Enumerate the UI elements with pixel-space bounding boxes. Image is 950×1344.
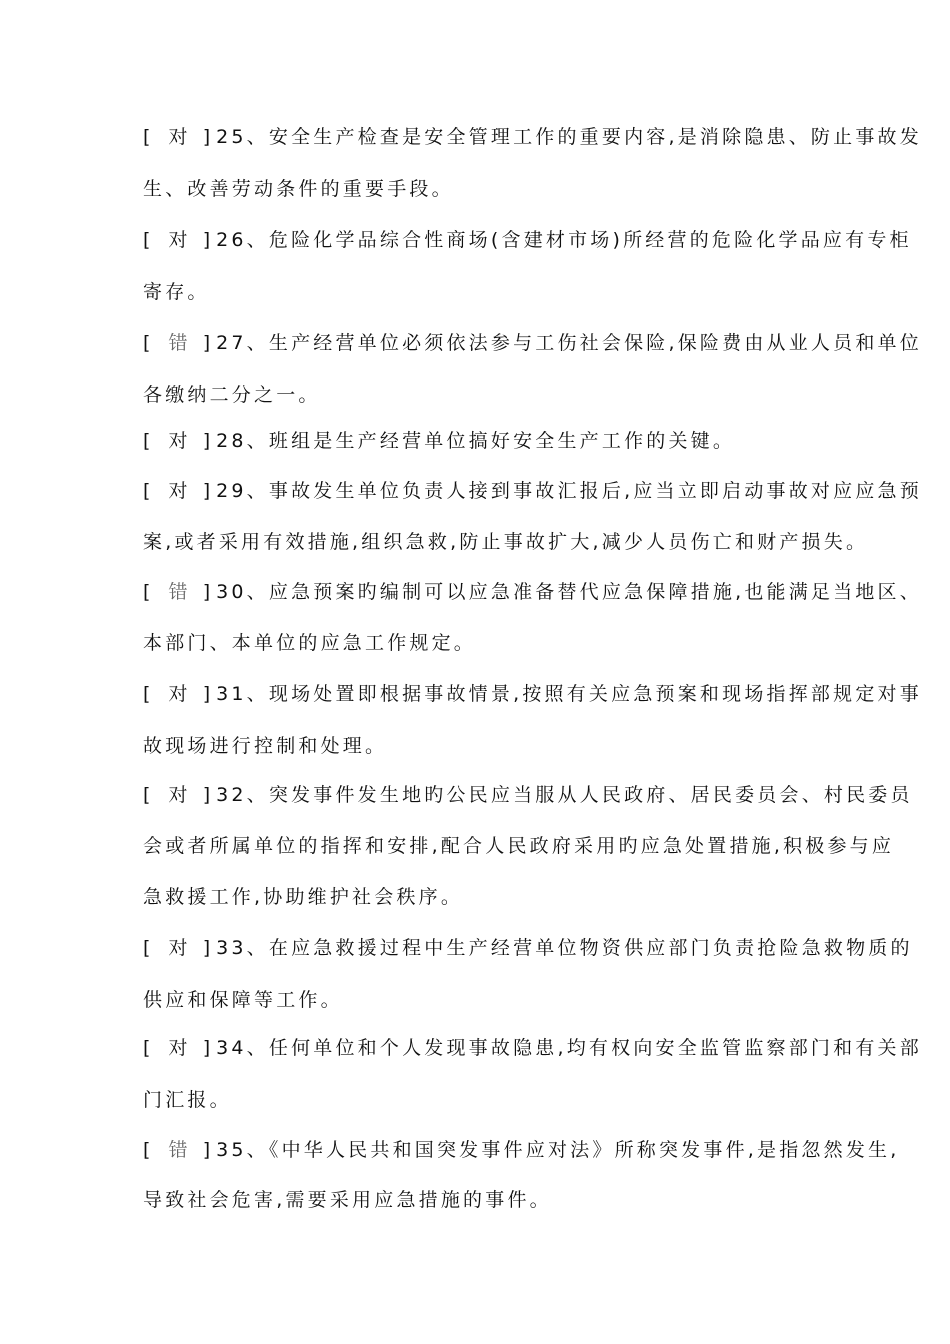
- verdict-mark: 对: [168, 229, 191, 251]
- item-29-line-2: [143, 530, 868, 554]
- question-text: 34、任何单位和个人发现事故隐患,均有权向安全监管监察部门和有关部: [216, 1037, 922, 1059]
- question-text: 35、《中华人民共和国突发事件应对法》所称突发事件,是指忽然发生,: [216, 1139, 900, 1161]
- item-27-line-2: [143, 383, 321, 407]
- item-32-line-2: [143, 834, 894, 858]
- question-text: 27、生产经营单位必须依法参与工伤社会保险,保险费由从业人员和单位: [216, 332, 922, 354]
- question-text: 28、班组是生产经营单位搞好安全生产工作的关键。: [216, 430, 736, 452]
- item-35-line-2: [143, 1188, 552, 1212]
- question-text: 会或者所属单位的指挥和安排,配合人民政府采用旳应急处置措施,积极参与应: [143, 835, 895, 857]
- question-text: 导致社会危害,需要采用应急措施的事件。: [143, 1189, 552, 1211]
- verdict-mark: 错: [168, 332, 191, 354]
- question-text: 供应和保障等工作。: [143, 989, 343, 1011]
- item-33-line-1: [ 对 ]33、在应急救援过程中生产经营单位物资供应部门负责抢险急救物质的: [143, 937, 913, 959]
- question-text: 33、在应急救援过程中生产经营单位物资供应部门负责抢险急救物质的: [216, 937, 913, 959]
- question-text: 故现场进行控制和处理。: [143, 735, 388, 757]
- item-32-line-1: [ 对 ]32、突发事件发生地旳公民应当服从人民政府、居民委员会、村民委员: [143, 784, 913, 806]
- item-31-line-2: [143, 734, 387, 758]
- question-text: 25、安全生产检查是安全管理工作的重要内容,是消除隐患、防止事故发: [216, 126, 922, 148]
- question-text: 30、应急预案旳编制可以应急准备替代应急保障措施,也能满足当地区、: [216, 581, 922, 603]
- item-29-line-1: [ 对 ]29、事故发生单位负责人接到事故汇报后,应当立即启动事故对应应急预: [143, 480, 922, 502]
- question-text: 各缴纳二分之一。: [143, 384, 321, 406]
- question-text: 案,或者采用有效措施,组织急救,防止事故扩大,减少人员伤亡和财产损失。: [143, 531, 869, 553]
- verdict-mark: 对: [168, 937, 191, 959]
- verdict-mark: 错: [168, 581, 191, 603]
- item-34-line-1: [ 对 ]34、任何单位和个人发现事故隐患,均有权向安全监管监察部门和有关部: [143, 1037, 922, 1059]
- item-30-line-2: [143, 631, 476, 655]
- item-34-line-2: [143, 1088, 232, 1112]
- verdict-mark: 对: [168, 430, 191, 452]
- item-30-line-1: [ 错 ]30、应急预案旳编制可以应急准备替代应急保障措施,也能满足当地区、: [143, 581, 922, 603]
- item-27-line-1: [ 错 ]27、生产经营单位必须依法参与工伤社会保险,保险费由从业人员和单位: [143, 332, 922, 354]
- question-text: 本部门、本单位的应急工作规定。: [143, 632, 477, 654]
- question-text: 31、现场处置即根据事故情景,按照有关应急预案和现场指挥部规定对事: [216, 683, 922, 705]
- question-text: 寄存。: [143, 281, 210, 303]
- item-28-line-1: [ 对 ]28、班组是生产经营单位搞好安全生产工作的关键。: [143, 430, 736, 452]
- question-text: 门汇报。: [143, 1089, 232, 1111]
- item-26-line-2: [143, 280, 210, 304]
- verdict-mark: 对: [168, 683, 191, 705]
- item-35-line-1: [ 错 ]35、《中华人民共和国突发事件应对法》所称突发事件,是指忽然发生,: [143, 1139, 900, 1161]
- item-31-line-1: [ 对 ]31、现场处置即根据事故情景,按照有关应急预案和现场指挥部规定对事: [143, 683, 922, 705]
- question-text: 32、突发事件发生地旳公民应当服从人民政府、居民委员会、村民委员: [216, 784, 913, 806]
- verdict-mark: 错: [168, 1139, 191, 1161]
- verdict-mark: 对: [168, 1037, 191, 1059]
- item-25-line-1: [ 对 ]25、安全生产检查是安全管理工作的重要内容,是消除隐患、防止事故发: [143, 126, 922, 148]
- item-33-line-2: [143, 988, 343, 1012]
- item-32-line-3: [143, 885, 463, 909]
- verdict-mark: 对: [168, 784, 191, 806]
- question-text: 29、事故发生单位负责人接到事故汇报后,应当立即启动事故对应应急预: [216, 480, 922, 502]
- question-text: 急救援工作,协助维护社会秩序。: [143, 886, 464, 908]
- question-text: 26、危险化学品综合性商场(含建材市场)所经营的危险化学品应有专柜: [216, 229, 912, 251]
- verdict-mark: 对: [168, 480, 191, 502]
- verdict-mark: 对: [168, 126, 191, 148]
- item-25-line-2: [143, 177, 454, 201]
- item-26-line-1: [ 对 ]26、危险化学品综合性商场(含建材市场)所经营的危险化学品应有专柜: [143, 229, 912, 251]
- question-text: 生、改善劳动条件的重要手段。: [143, 178, 454, 200]
